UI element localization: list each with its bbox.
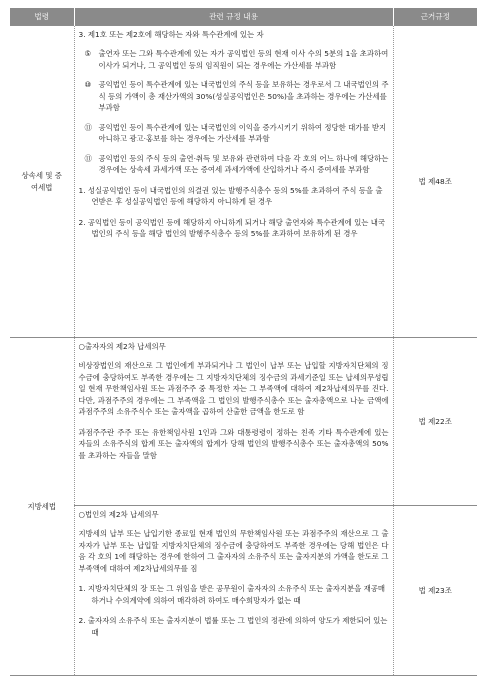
item-text: 공익법인 등이 특수관계에 있는 내국법인의 이익을 증가시키기 위하여 정당한 대가를 받지 아니하고 광고·홍보를 하는 경우에는 가산세를 부과함: [98, 122, 387, 144]
regulation-table: [10, 8, 477, 676]
basis-cell: [393, 338, 477, 506]
table-row: [10, 338, 477, 506]
item-number: ⑪: [84, 122, 92, 132]
section-heading: ○법인의 제2차 납세의무: [78, 510, 159, 519]
item-text: 출연자 또는 그와 특수관계에 있는 자가 공익법인 등의 현재 이사 수의 5분의 1을 초과하여 이사가 되거나, 그 공익법인 등의 임직원이 되는 경우에는 가산세를 부과함: [98, 49, 389, 70]
sub-item: 2. 출자자의 소유주식 또는 출자지분이 법률 또는 그 법인의 정관에 의하여 양도가 제한되어 있는 때: [78, 616, 388, 637]
sub-item: 1. 지방자치단체의 장 또는 그 위임을 받은 공무원이 출자자의 소유주식 또는 출자지분을 재공매하거나 수의계약에 의하여 매각하려 하여도 매수희망자가 없는 때: [78, 584, 386, 605]
table-row: [10, 26, 477, 338]
item-number: ⑩: [84, 80, 92, 90]
list-item: [79, 122, 389, 145]
list-item: [79, 79, 389, 113]
basis-text: 법 제22조: [418, 416, 452, 426]
basis-cell: [393, 506, 477, 676]
law-name: [10, 26, 74, 338]
law-name-text: 상속세 및 증여세법: [21, 171, 62, 192]
header-law: 법령: [10, 8, 74, 26]
content-cell: [74, 506, 393, 676]
basis-cell: [393, 26, 477, 338]
paragraph: 비상장법인의 재산으로 그 법인에게 부과되거나 그 법인이 납부 또는 납입할 지방자치단체의 징수금에 충당하여도 부족한 경우에는 그 지방자치단체의 징수금의 과세기준일 또는 납세의무성립일 현재 무한책임사원 또는 과점주주 중 특정한 자는 그 부족액에 대하여 제2차납세의무를 진다. 다만, 과점주주의 경우에는 그 부족액을 그 법인의 발행주식총수 또는 출자총액으로 나눈 금액에 과점주주의 소유주식수 또는 출자액을 곱하여 산출한 금액을 한도로 함: [78, 361, 389, 417]
law-name: [10, 338, 74, 676]
content-cell: [74, 26, 393, 338]
list-item: [79, 153, 389, 176]
table-row: [10, 506, 477, 676]
item-text: 공익법인 등이 특수관계에 있는 내국법인의 주식 등을 보유하는 경우로서 그 내국법인의 주식 등의 가액이 총 재산가액의 30%(성실공익법인은 50%)을 초과하는 경우에는 가산세를 부과함: [98, 80, 389, 113]
sub-item: 2. 공익법인 등이 공익법인 등에 해당하지 아니하게 되거나 해당 출연자와 특수관계에 있는 내국법인의 주식 등을 해당 법인의 발행주식총수 등의 5%를 초과하여 보유하게 된 경우: [78, 217, 386, 239]
item-text: 공익법인 등의 주식 등의 출연·취득 및 보유와 관련하여 다음 각 호의 어느 하나에 해당하는 경우에는 상속세 과세가액 또는 증여세 과세가액에 산입하거나 즉시 증여세를 부과함: [98, 153, 389, 175]
item-number: ⑤: [84, 49, 92, 59]
section-heading: ○출자자의 제2차 납세의무: [78, 342, 166, 351]
header-basis: 근거규정: [393, 8, 477, 26]
sub-item: 1. 성실공익법인 등이 내국법인의 의결권 있는 발행주식총수 등의 5%를 초과하여 주식 등을 출연받은 후 성실공익법인 등에 해당하지 아니하게 된 경우: [78, 185, 383, 207]
basis-text: 법 제23조: [418, 585, 452, 595]
header-content: 관련 규정 내용: [74, 8, 393, 26]
table-header-row: [10, 8, 477, 26]
item-number: ⑪: [84, 153, 92, 163]
intro-text: 3. 제1호 또는 제2호에 해당하는 자와 특수관계에 있는 자: [78, 30, 264, 39]
basis-text: 법 제48조: [418, 176, 452, 186]
list-item: [79, 48, 389, 71]
content-cell: [74, 338, 393, 506]
paragraph: 지방세의 납부 또는 납입기한 종료일 현재 법인의 무한책임사원 또는 과점주주의 재산으로 그 출자자가 납부 또는 납입할 지방자치단체의 징수금에 충당하여도 부족한 경우에는 당해 법인은 다음 각 호의 1에 해당하는 경우에 한하여 그 출자자의 소유주식 또는 출자지분의 가액을 한도로 그 부족액에 대하여 제2차납세의무를 짐: [78, 529, 389, 573]
paragraph: 과점주주란 주주 또는 유한책임사원 1인과 그와 대통령령이 정하는 친족 기타 특수관계에 있는 자들의 소유주식의 합계 또는 출자액의 합계가 당해 법인의 발행주식총수 또는 출자총액의 50%를 초과하는 자들을 말함: [78, 427, 389, 460]
law-name-text: 지방세법: [27, 501, 57, 511]
